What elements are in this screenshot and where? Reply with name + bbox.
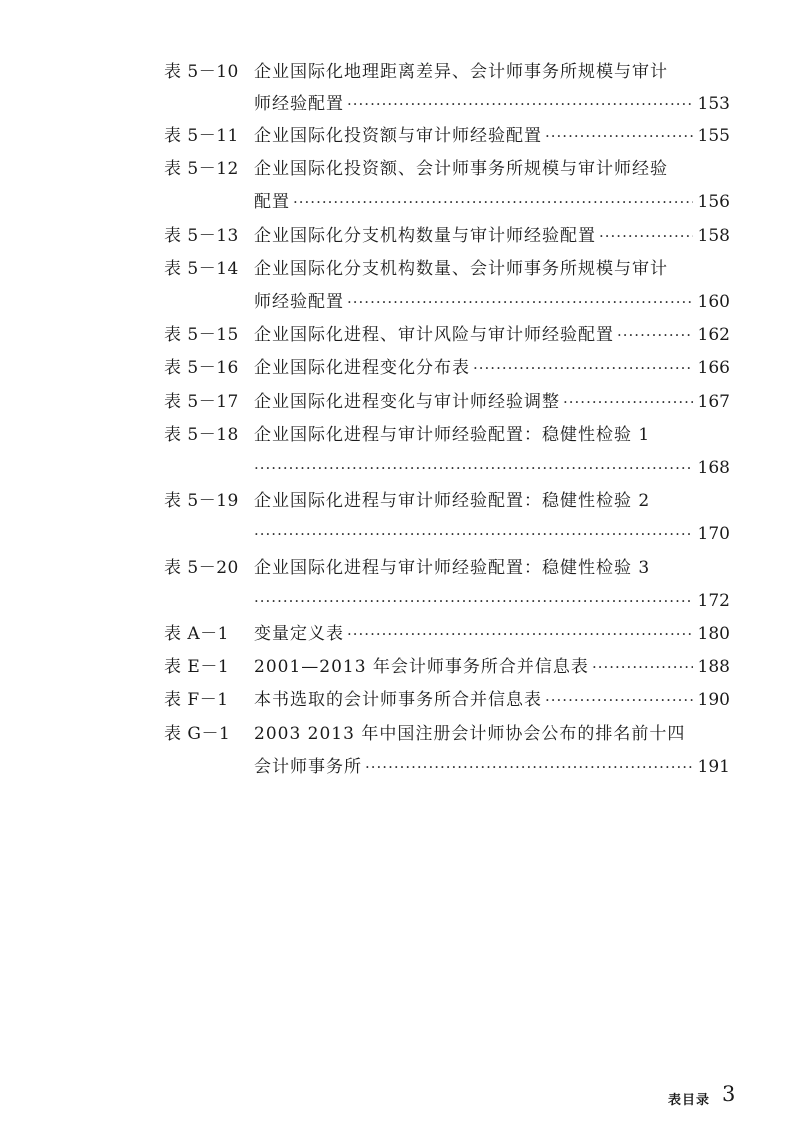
- leader-dots: [293, 190, 693, 214]
- toc-entry-title-cont: 师经验配置: [254, 292, 344, 312]
- toc-entry-label: 表 A－1: [164, 624, 229, 644]
- toc-entry-page: 167: [697, 392, 730, 412]
- leader-dots: [254, 456, 693, 480]
- toc-entry-label: 表 5－18: [164, 425, 239, 445]
- toc-entry-title: 企业国际化地理距离差异、会计师事务所规模与审计: [254, 62, 668, 82]
- toc-entry-label: 表 5－14: [164, 259, 239, 279]
- leader-dots: [365, 755, 693, 779]
- toc-entry-continuation: [254, 190, 730, 214]
- toc-entry-line: [254, 224, 730, 248]
- toc-entry-label: 表 5－16: [164, 358, 239, 378]
- toc-entry-continuation: [254, 522, 730, 546]
- leader-dots: [473, 356, 693, 380]
- toc-entry-title: 企业国际化进程变化分布表: [254, 358, 470, 378]
- leader-dots: [592, 655, 693, 679]
- toc-entry-page: 155: [697, 126, 730, 146]
- toc-entry-page: 166: [697, 358, 730, 378]
- toc-entry-title-cont: 配置: [254, 192, 290, 212]
- toc-entry-label: 表 5－19: [164, 491, 239, 511]
- leader-dots: [347, 290, 693, 314]
- toc-entry-line: [254, 323, 730, 347]
- toc-entry-continuation: [254, 589, 730, 613]
- leader-dots: [254, 589, 693, 613]
- page-number: 3: [722, 1082, 736, 1106]
- toc-entry-line: [254, 622, 730, 646]
- running-footer-label: 表目录: [668, 1093, 711, 1108]
- toc-entry-label: 表 G－1: [164, 724, 231, 744]
- toc-entry-title: 本书选取的会计师事务所合并信息表: [254, 690, 542, 710]
- toc-entry-title: 企业国际化进程变化与审计师经验调整: [254, 392, 560, 412]
- toc-entry-line: [254, 356, 730, 380]
- toc-entry-continuation: [254, 755, 730, 779]
- leader-dots: [599, 224, 693, 248]
- toc-entry-continuation: [254, 456, 730, 480]
- toc-entry-page: 153: [697, 94, 730, 114]
- leader-dots: [617, 323, 693, 347]
- toc-entry-page: 172: [697, 591, 730, 611]
- toc-entry-title: 企业国际化进程与审计师经验配置：稳健性检验 3: [254, 558, 651, 578]
- toc-entry-continuation: [254, 92, 730, 116]
- toc-entry-line: [254, 124, 730, 148]
- toc-entry-label: 表 5－15: [164, 325, 239, 345]
- toc-entry-title: 企业国际化投资额、会计师事务所规模与审计师经验: [254, 159, 668, 179]
- leader-dots: [254, 522, 693, 546]
- toc-entry-label: 表 5－13: [164, 226, 239, 246]
- toc-entry-continuation: [254, 290, 730, 314]
- toc-entry-title: 变量定义表: [254, 624, 344, 644]
- leader-dots: [347, 622, 693, 646]
- toc-entry-page: 180: [697, 624, 730, 644]
- leader-dots: [563, 390, 693, 414]
- leader-dots: [347, 92, 693, 116]
- toc-entry-label: 表 5－20: [164, 558, 239, 578]
- toc-entry-page: 191: [697, 757, 730, 777]
- toc-entry-page: 188: [697, 657, 730, 677]
- toc-entry-label: 表 5－10: [164, 62, 239, 82]
- toc-entry-line: [254, 688, 730, 712]
- toc-entry-title: 企业国际化进程与审计师经验配置：稳健性检验 1: [254, 425, 651, 445]
- toc-entry-page: 168: [697, 458, 730, 478]
- toc-entry-page: 158: [697, 226, 730, 246]
- toc-entry-line: [254, 655, 730, 679]
- toc-entry-label: 表 F－1: [164, 690, 229, 710]
- leader-dots: [545, 688, 693, 712]
- toc-entry-label: 表 5－12: [164, 159, 239, 179]
- toc-entry-title: 2003 2013 年中国注册会计师协会公布的排名前十四: [254, 724, 686, 744]
- toc-entry-title: 企业国际化分支机构数量、会计师事务所规模与审计: [254, 259, 668, 279]
- toc-entry-title: 企业国际化投资额与审计师经验配置: [254, 126, 542, 146]
- leader-dots: [545, 124, 693, 148]
- toc-entry-label: 表 5－17: [164, 392, 239, 412]
- toc-entry-title: 企业国际化分支机构数量与审计师经验配置: [254, 226, 596, 246]
- toc-entry-label: 表 E－1: [164, 657, 230, 677]
- toc-entry-page: 170: [697, 524, 730, 544]
- toc-entry-line: [254, 390, 730, 414]
- toc-entry-title: 企业国际化进程与审计师经验配置：稳健性检验 2: [254, 491, 651, 511]
- toc-entry-title: 企业国际化进程、审计风险与审计师经验配置: [254, 325, 614, 345]
- toc-entry-title-cont: 会计师事务所: [254, 757, 362, 777]
- toc-entry-title-cont: 师经验配置: [254, 94, 344, 114]
- toc-entry-page: 190: [697, 690, 730, 710]
- toc-entry-page: 160: [697, 292, 730, 312]
- toc-entry-label: 表 5－11: [164, 126, 239, 146]
- toc-entry-title: 2001—2013 年会计师事务所合并信息表: [254, 657, 589, 677]
- toc-entry-page: 162: [697, 325, 730, 345]
- toc-entry-page: 156: [697, 192, 730, 212]
